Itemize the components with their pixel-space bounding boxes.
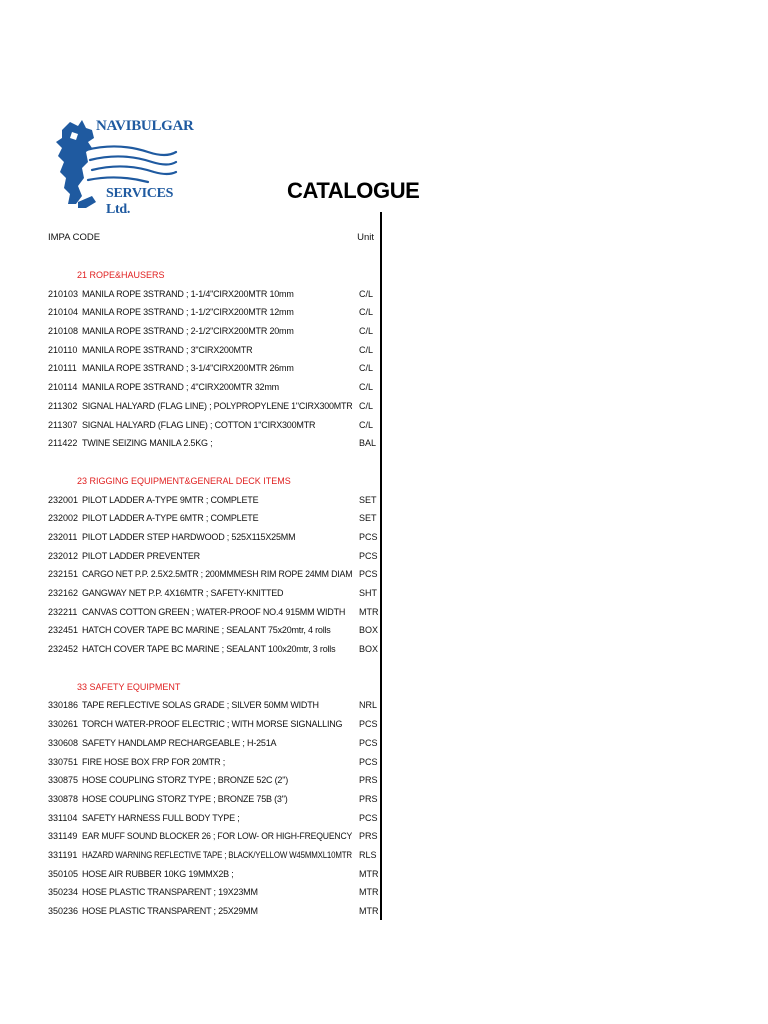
item-description: PILOT LADDER A-TYPE 9MTR ; COMPLETE — [82, 494, 259, 505]
item-code: 350236 — [48, 906, 79, 916]
item-code: 211422 — [48, 438, 78, 449]
item-unit: C/L — [359, 344, 374, 355]
item-description: MANILA ROPE 3STRAND ; 1-1/4"CIRX200MTR 10mm — [82, 288, 294, 299]
item-code: 331191 — [48, 849, 78, 860]
item-unit: SET — [359, 513, 377, 524]
item-description: MANILA ROPE 3STRAND ; 3"CIRX200MTR — [82, 344, 253, 355]
item-code: 350234 — [48, 887, 79, 898]
item-unit: MTR — [359, 868, 379, 879]
table-row — [48, 753, 378, 772]
item-description: HATCH COVER TAPE BC MARINE ; SEALANT 75x20mtr, 4 rolls — [82, 625, 331, 636]
item-description: SAFETY HANDLAMP RECHARGEABLE ; H-251A — [82, 737, 277, 748]
item-code: 330875 — [48, 775, 79, 786]
table-row — [48, 528, 378, 547]
item-code: 210104 — [48, 307, 79, 318]
section-title: 23 RIGGING EQUIPMENT&GENERAL DECK ITEMS — [77, 475, 291, 486]
item-unit: PCS — [359, 719, 378, 730]
item-description: TAPE REFLECTIVE SOLAS GRADE ; SILVER 50MM WIDTH — [82, 700, 319, 711]
item-code: 232452 — [48, 644, 79, 655]
item-unit: C/L — [359, 419, 374, 430]
item-unit: PRS — [359, 793, 378, 804]
item-code: 210111 — [48, 363, 77, 374]
item-description: MANILA ROPE 3STRAND ; 1-1/2"CIRX200MTR 12mm — [82, 307, 294, 318]
item-unit: SHT — [359, 588, 377, 598]
item-unit: PCS — [359, 550, 378, 561]
table-row — [48, 322, 374, 341]
table-row — [48, 491, 377, 510]
table-row — [48, 883, 379, 902]
item-description: SIGNAL HALYARD (FLAG LINE) ; COTTON 1"CIRX300MTR — [82, 419, 316, 430]
item-unit: C/L — [359, 326, 374, 337]
item-unit: PRS — [359, 831, 378, 842]
item-description: HOSE AIR RUBBER 10KG 19MMX2B ; — [82, 868, 234, 879]
column-divider — [380, 212, 382, 920]
item-unit: C/L — [359, 307, 374, 318]
item-description: MANILA ROPE 3STRAND ; 2-1/2"CIRX200MTR 20mm — [82, 326, 294, 337]
item-unit: C/L — [359, 400, 374, 411]
item-description: GANGWAY NET P.P. 4X16MTR ; SAFETY-KNITTED — [82, 588, 284, 598]
item-unit: PRS — [359, 775, 378, 786]
catalogue-section — [48, 472, 379, 659]
item-code: 210108 — [48, 326, 79, 337]
item-description: CARGO NET P.P. 2.5X2.5MTR ; 200MMMESH RIM ROPE 24MM DIAM — [82, 569, 353, 580]
item-description: SAFETY HARNESS FULL BODY TYPE ; — [82, 812, 240, 823]
item-description: HOSE COUPLING STORZ TYPE ; BRONZE 52C (2") — [82, 775, 289, 786]
table-row — [48, 902, 379, 921]
item-unit: SET — [359, 494, 377, 505]
company-logo — [48, 112, 194, 217]
table-row — [48, 341, 374, 360]
item-description: SIGNAL HALYARD (FLAG LINE) ; POLYPROPYLENE 1"CIRX300MTR — [82, 400, 353, 411]
item-description: MANILA ROPE 3STRAND ; 4"CIRX200MTR 32mm — [82, 382, 279, 393]
item-unit: MTR — [359, 906, 379, 916]
item-description: MANILA ROPE 3STRAND ; 3-1/4"CIRX200MTR 26mm — [82, 363, 294, 374]
item-description: HATCH COVER TAPE BC MARINE ; SEALANT 100x20mtr, 3 rolls — [82, 644, 336, 655]
item-description: TWINE SEIZING MANILA 2.5KG ; — [82, 438, 213, 449]
table-row — [48, 696, 378, 715]
table-row — [48, 865, 379, 884]
item-code: 330261 — [48, 719, 79, 730]
item-description: CANVAS COTTON GREEN ; WATER-PROOF NO.4 915MM WIDTH — [82, 606, 346, 617]
item-description: PILOT LADDER STEP HARDWOOD ; 525X115X25MM — [82, 531, 296, 542]
item-unit: PCS — [359, 531, 378, 542]
item-code: 232211 — [48, 606, 78, 617]
item-code: 330186 — [48, 700, 79, 711]
table-row — [48, 434, 377, 453]
catalogue-section — [48, 266, 377, 453]
table-row — [48, 509, 377, 528]
item-code: 331149 — [48, 831, 78, 842]
table-header — [48, 232, 374, 248]
catalogue-section — [48, 678, 379, 921]
item-unit: NRL — [359, 700, 378, 711]
item-unit: BOX — [359, 625, 379, 636]
table-row — [48, 640, 379, 659]
table-row — [48, 584, 377, 603]
item-unit: PCS — [359, 756, 378, 767]
item-unit: MTR — [359, 606, 379, 617]
item-code: 330878 — [48, 793, 79, 804]
item-description: HOSE COUPLING STORZ TYPE ; BRONZE 75B (3") — [82, 793, 288, 804]
table-row — [48, 827, 378, 846]
table-row — [48, 397, 374, 416]
item-unit: C/L — [359, 382, 374, 393]
item-code: 232151 — [48, 569, 79, 580]
table-row — [48, 285, 374, 304]
table-row — [48, 809, 378, 828]
table-row — [48, 416, 374, 435]
table-row — [48, 359, 374, 378]
table-row — [48, 565, 378, 584]
item-description: HOSE PLASTIC TRANSPARENT ; 25X29MM — [82, 906, 258, 916]
item-code: 210114 — [48, 382, 78, 393]
table-row — [48, 771, 378, 790]
item-description: HAZARD WARNING REFLECTIVE TAPE ; BLACK/YELLOW W45MMXL10MTR — [82, 849, 352, 860]
section-title: 21 ROPE&HAUSERS — [77, 270, 165, 280]
item-unit: C/L — [359, 288, 374, 299]
item-description: HOSE PLASTIC TRANSPARENT ; 19X23MM — [82, 887, 258, 898]
item-code: 232011 — [48, 531, 78, 542]
item-unit: RLS — [359, 849, 377, 860]
item-code: 232162 — [48, 588, 79, 598]
logo-text-line2: SERVICES Ltd. — [106, 186, 174, 217]
item-code: 331104 — [48, 812, 78, 823]
item-code: 330608 — [48, 737, 79, 748]
table-row — [48, 621, 379, 640]
table-row — [48, 547, 378, 566]
table-row — [48, 603, 379, 622]
item-description: TORCH WATER-PROOF ELECTRIC ; WITH MORSE SIGNALLING — [82, 719, 343, 730]
item-unit: PCS — [359, 812, 378, 823]
item-unit: BAL — [359, 438, 377, 449]
item-description: EAR MUFF SOUND BLOCKER 26 ; FOR LOW- OR HIGH-FREQUENCY — [82, 831, 353, 842]
item-code: 350105 — [48, 868, 79, 879]
item-unit: C/L — [359, 363, 374, 374]
page-title: CATALOGUE — [287, 178, 420, 203]
table-row — [48, 303, 374, 322]
item-code: 232002 — [48, 513, 79, 524]
item-description: PILOT LADDER PREVENTER — [82, 550, 200, 561]
item-unit: PCS — [359, 737, 378, 748]
item-code: 211307 — [48, 419, 78, 430]
item-code: 232012 — [48, 550, 79, 561]
catalogue-table — [48, 266, 379, 940]
table-row — [48, 734, 378, 753]
item-code: 210103 — [48, 288, 79, 299]
header-impa-code: IMPA CODE — [48, 232, 101, 243]
table-row — [48, 378, 374, 397]
item-unit: PCS — [359, 569, 378, 580]
item-code: 211302 — [48, 400, 78, 411]
header-unit: Unit — [357, 232, 374, 243]
item-code: 232001 — [48, 494, 79, 505]
table-row — [48, 790, 378, 809]
item-description: FIRE HOSE BOX FRP FOR 20MTR ; — [82, 756, 226, 767]
item-code: 232451 — [48, 625, 79, 636]
section-title: 33 SAFETY EQUIPMENT — [77, 681, 181, 692]
item-description: PILOT LADDER A-TYPE 6MTR ; COMPLETE — [82, 513, 259, 524]
item-unit: MTR — [359, 887, 379, 898]
table-row — [48, 846, 377, 865]
item-code: 330751 — [48, 756, 79, 767]
item-code: 210110 — [48, 344, 78, 355]
table-row — [48, 715, 378, 734]
logo-text-line1: NAVIBULGAR — [96, 118, 194, 134]
item-unit: BOX — [359, 644, 379, 655]
